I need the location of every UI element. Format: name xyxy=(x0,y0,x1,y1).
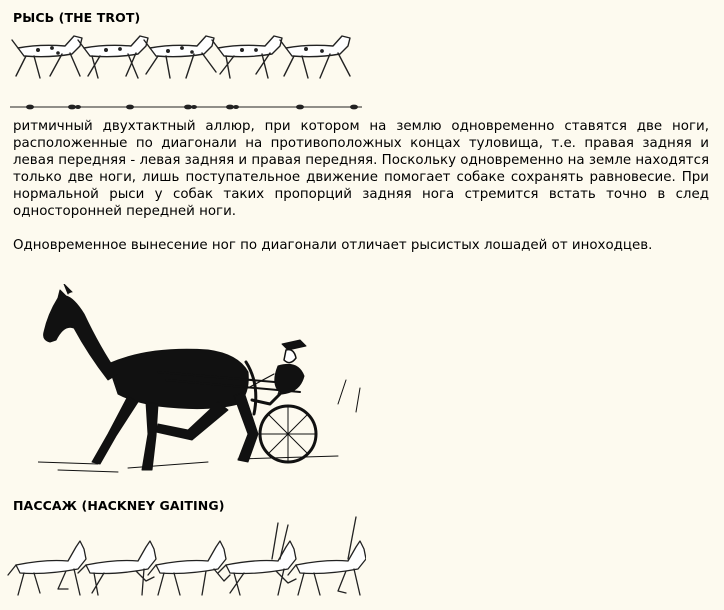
section-title-trot: РЫСЬ (THE TROT) xyxy=(13,10,141,25)
hackney-dog-figure-4 xyxy=(218,523,296,595)
description-paragraph-note: Одновременное вынесение ног по диагонали отличает рысистых лошадей от иноходцев. xyxy=(13,238,653,253)
hackney-dog-figure-2 xyxy=(78,541,156,595)
section-title-hackney: ПАССАЖ (HACKNEY GAITING) xyxy=(13,498,225,513)
dog-figure-2 xyxy=(78,36,148,78)
dog-figure-3 xyxy=(144,36,216,78)
dog-figure-4 xyxy=(212,36,282,78)
hackney-dog-figure-5 xyxy=(288,517,366,595)
hackney-dog-figure-3 xyxy=(148,541,230,595)
hackney-gaiting-dogs-illustration xyxy=(6,515,366,610)
dog-figure-1 xyxy=(12,36,82,78)
horse-sulky-illustration xyxy=(38,284,368,480)
trotting-dogs-illustration xyxy=(10,26,360,82)
dog-figure-5 xyxy=(280,36,350,78)
hackney-dog-figure-1 xyxy=(8,541,86,595)
description-paragraph: ритмичный двухтактный аллюр, при котором на землю одновременно ставятся две ноги, расположенные по диагонали на противоположных концах туловища, т.е. правая задняя и левая передняя - левая задняя и правая передняя. Поскольку одновременно на земле находятся только две ноги, лишь поступательное движение помогает собаке сохранять равновесие. При нормальной рыси у собак таких пропорций задняя нога стремится встать точно в след односторонней передней ноги. xyxy=(13,119,709,219)
gait-description xyxy=(13,118,709,254)
footprint-track xyxy=(10,100,365,114)
